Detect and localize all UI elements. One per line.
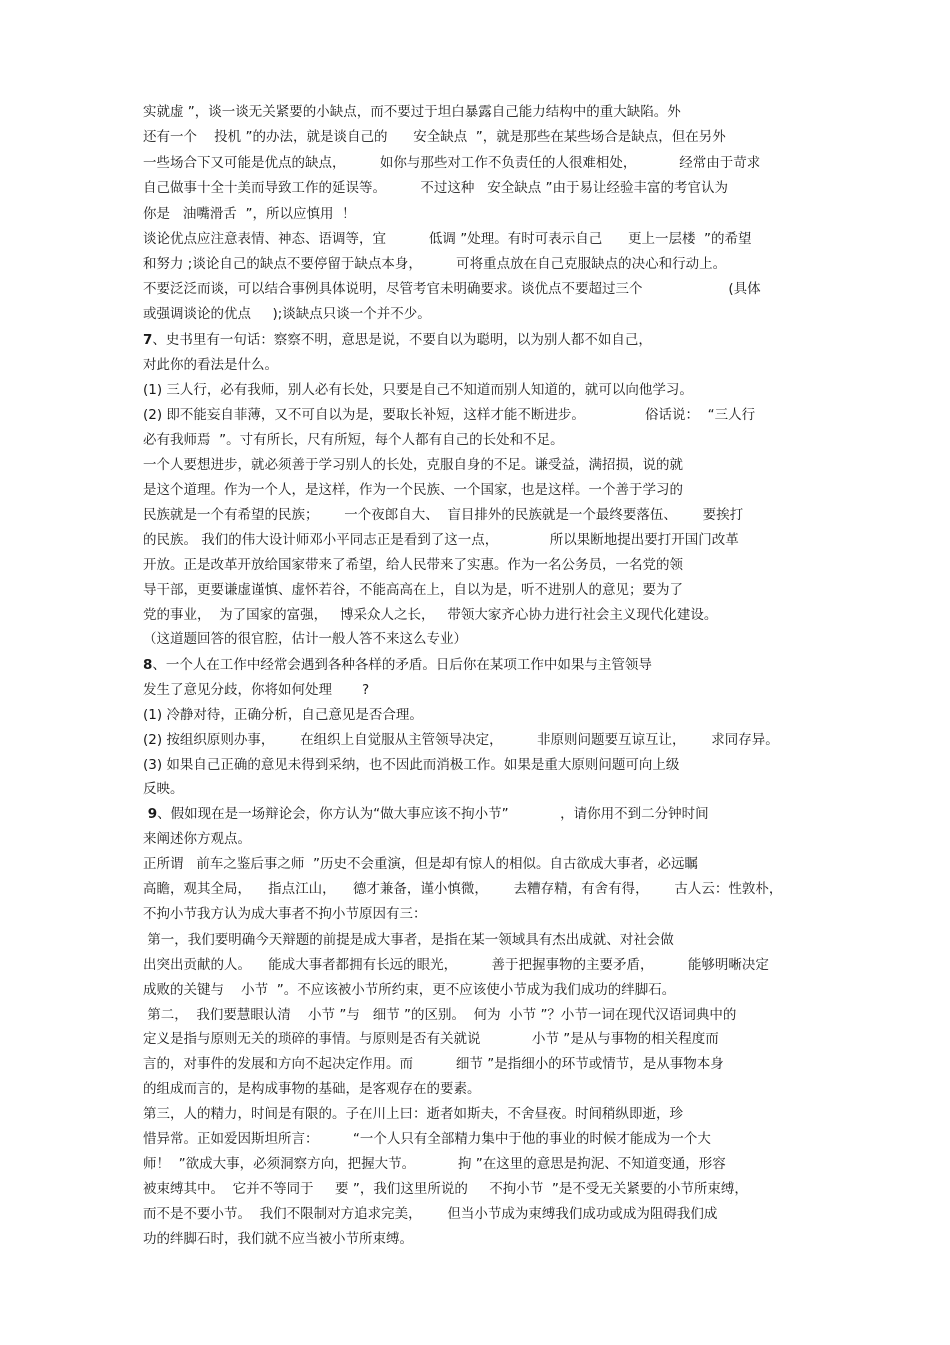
text-line: （这道题回答的很官腔，估计一般人答不来这么专业） bbox=[143, 631, 467, 647]
text-line: 和努力 ;谈论自己的缺点不要停留于缺点本身， 可将重点放在自己克服缺点的决心和行动上。 bbox=[143, 256, 727, 272]
text-line: 而不是不要小节。 我们不限制对方追求完美， 但当小节成为束缚我们成功或成为阻碍我们成 bbox=[143, 1206, 718, 1222]
text-line: 的民族。 我们的伟大设计师邓小平同志正是看到了这一点， 所以果断地提出要打开国门改革 bbox=[143, 532, 739, 548]
text-line: (2) 按组织原则办事， 在组织上自觉服从主管领导决定， 非原则问题要互谅互让， 求同存异。 bbox=[143, 732, 779, 748]
text-line: (3) 如果自己正确的意见未得到采纳，也不因此而消极工作。如果是重大原则问题可向上级 bbox=[143, 757, 680, 773]
question-7-heading: 7、史书里有一句话：察察不明，意思是说，不要自以为聪明，以为别人都不如自己， bbox=[143, 332, 652, 348]
text-line: 出突出贡献的人。 能成大事者都拥有长远的眼光， 善于把握事物的主要矛盾， 能够明晰决定 bbox=[143, 957, 769, 973]
text-line: 功的绊脚石时，我们就不应当被小节所束缚。 bbox=[143, 1231, 413, 1247]
text-line: 实就虚 ”，谈一谈无关紧要的小缺点，而不要过于坦白暴露自己能力结构中的重大缺陷。外 bbox=[143, 104, 681, 120]
text-line: 你是 油嘴滑舌 ”，所以应慎用 ！ bbox=[143, 206, 356, 222]
text-line: (2) 即不能妄自菲薄，又不可自以为是，要取长补短，这样才能不断进步。 俗话说： “三人行 bbox=[143, 407, 756, 423]
text-line: 惜异常。正如爱因斯坦所言： “一个人只有全部精力集中于他的事业的时候才能成为一个大 bbox=[143, 1131, 711, 1147]
text-line: 第一，我们要明确今天辩题的前提是成大事者，是指在某一领域具有杰出成就、对社会做 bbox=[143, 932, 674, 948]
text-line: 必有我师焉 ”。寸有所长，尺有所短，每个人都有自己的长处和不足。 bbox=[143, 432, 564, 448]
text-line: 第三，人的精力，时间是有限的。子在川上曰：逝者如斯夫，不舍昼夜。时间稍纵即逝，珍 bbox=[143, 1106, 683, 1122]
text-line: 反映。 bbox=[143, 781, 184, 797]
text-line: 一些场合下又可能是优点的缺点， 如你与那些对工作不负责任的人很难相处， 经常由于苛求 bbox=[143, 155, 761, 171]
text-line: 师！ ”欲成大事，必须洞察方向，把握大节。 拘 ”在这里的意思是拘泥、不知道变通，形容 bbox=[143, 1156, 726, 1172]
text-line: 党的事业， 为了国家的富强， 博采众人之长， 带领大家齐心协力进行社会主义现代化建设。 bbox=[143, 607, 718, 623]
text-line: 是这个道理。作为一个人，是这样，作为一个民族、一个国家，也是这样。一个善于学习的 bbox=[143, 482, 683, 498]
text-line: 成败的关键与 小节 ”。不应该被小节所约束，更不应该使小节成为我们成功的绊脚石。 bbox=[143, 982, 676, 998]
text-line: 或强调谈论的优点 );谈缺点只谈一个并不少。 bbox=[143, 306, 431, 322]
question-9-heading: 9、假如现在是一场辩论会，你方认为“做大事应该不拘小节” ，请你用不到二分钟时间 bbox=[143, 806, 709, 822]
text-line: 导干部，更要谦虚谨慎、虚怀若谷，不能高高在上，自以为是，听不进别人的意见；要为了 bbox=[143, 582, 683, 598]
text-line: 自己做事十全十美而导致工作的延误等。 不过这种 安全缺点 ”由于易让经验丰富的考官认为 bbox=[143, 180, 728, 196]
text-line: 还有一个 投机 ”的办法，就是谈自己的 安全缺点 ”，就是那些在某些场合是缺点，但在另外 bbox=[143, 129, 726, 145]
text-line: 谈论优点应注意表情、神态、语调等，宜 低调 ”处理。有时可表示自己 更上一层楼 ”的希望 bbox=[143, 231, 752, 247]
text-line: 民族就是一个有希望的民族； 一个夜郎自大、 盲目排外的民族就是一个最终要落伍、 要挨打 bbox=[143, 507, 744, 523]
text-line: 正所谓 前车之鉴后事之师 ”历史不会重演，但是却有惊人的相似。自古欲成大事者，必远瞩 bbox=[143, 856, 698, 872]
text-line: 高瞻，观其全局， 指点江山， 德才兼备，谨小慎微， 去糟存精，有舍有得， 古人云：性敦朴， bbox=[143, 881, 783, 897]
text-line: (1) 三人行，必有我师，别人必有长处，只要是自己不知道而别人知道的，就可以向他学习。 bbox=[143, 382, 693, 398]
text-line: 定义是指与原则无关的琐碎的事情。与原则是否有关就说 小节 ”是从与事物的相关程度而 bbox=[143, 1031, 719, 1047]
text-line: 一个人要想进步，就必须善于学习别人的长处，克服自身的不足。谦受益，满招损，说的就 bbox=[143, 457, 683, 473]
text-line: 不要泛泛而谈，可以结合事例具体说明，尽管考官未明确要求。谈优点不要超过三个 (具体 bbox=[143, 281, 761, 297]
text-line: 不拘小节我方认为成大事者不拘小节原因有三： bbox=[143, 906, 427, 922]
text-line: (1) 冷静对待，正确分析，自己意见是否合理。 bbox=[143, 707, 423, 723]
text-line: 被束缚其中。 它并不等同于 要 ”，我们这里所说的 不拘小节 ”是不受无关紧要的小节所束缚， bbox=[143, 1181, 748, 1197]
question-8-heading: 8、一个人在工作中经常会遇到各种各样的矛盾。日后你在某项工作中如果与主管领导 bbox=[143, 657, 652, 673]
question-9-heading-cont: 来阐述你方观点。 bbox=[143, 831, 251, 847]
text-line: 言的，对事件的发展和方向不起决定作用。而 细节 ”是指细小的环节或情节，是从事物本身 bbox=[143, 1056, 724, 1072]
question-7-heading-cont: 对此你的看法是什么。 bbox=[143, 357, 278, 373]
text-line: 第二， 我们要慧眼认清 小节 ”与 细节 ”的区别。 何为 小节 ”？小节一词在现代汉语词典中的 bbox=[143, 1007, 737, 1023]
text-line: 的组成而言的，是构成事物的基础，是客观存在的要素。 bbox=[143, 1081, 481, 1097]
question-8-heading-cont: 发生了意见分歧，你将如何处理 ? bbox=[143, 682, 370, 698]
text-line: 开放。正是改革开放给国家带来了希望，给人民带来了实惠。作为一名公务员，一名党的领 bbox=[143, 557, 683, 573]
